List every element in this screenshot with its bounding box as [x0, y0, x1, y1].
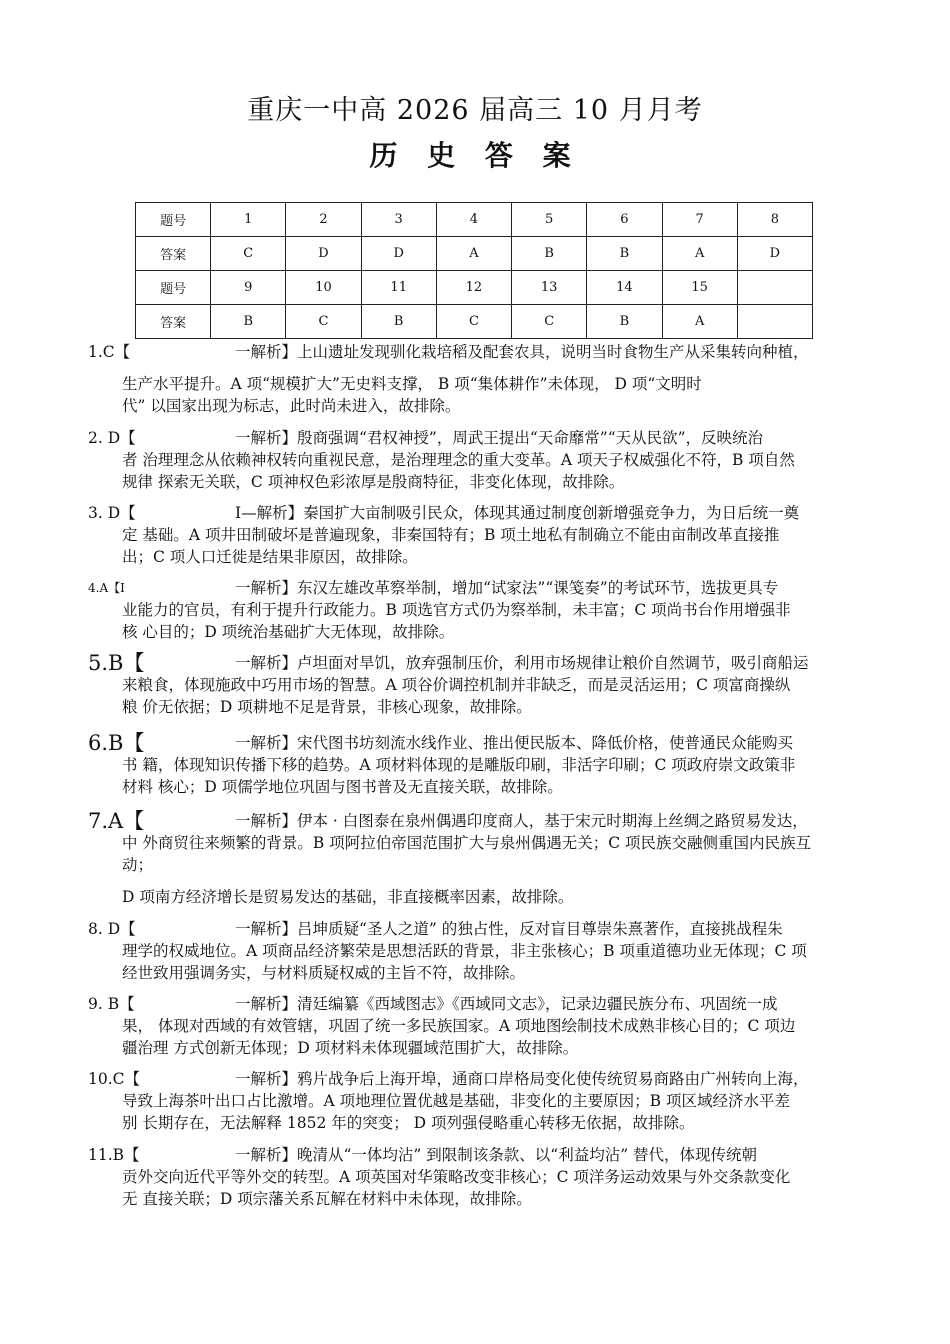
table-row [136, 203, 813, 237]
explanation-line: 核 心目的；D 项统治基础扩大无体现，故排除。 [122, 623, 455, 641]
explanation-line: 一解析】上山遗址发现驯化栽培稻及配套农具，说明当时食物生产从采集转向种植， [235, 343, 809, 361]
question-label: 9. B【 [88, 995, 135, 1013]
table-row [136, 271, 813, 305]
table-cell: 13 [512, 271, 587, 305]
explanation-line: 中 外商贸往来频繁的背景。B 项阿拉伯帝国范围扩大与泉州偶遇无关；C 项民族交融侧重国内民族互 [122, 834, 812, 852]
table-row [136, 237, 813, 271]
question-label: 11.B【 [88, 1146, 140, 1164]
explanation-line: 果， 体现对西域的有效管辖，巩固了统一多民族国家。A 项地图绘制技术成熟非核心目的；C 项边 [122, 1017, 796, 1035]
table-cell: 4 [436, 203, 511, 237]
explanation-line: 规律 探索无关联，C 项神权色彩浓厚是殷商特征，非变化体现，故排除。 [122, 473, 625, 491]
explanation-line: 一解析】殷商强调“君权神授”，周武王提出“天命靡常”“天从民欲”，反映统治 [235, 429, 764, 447]
table-cell: C [286, 305, 361, 339]
question-label: 3. D【 [88, 504, 136, 522]
table-cell: D [737, 237, 812, 271]
answer-table [135, 202, 813, 339]
explanation-line: 定 基础。A 项井田制破坏是普遍现象，非秦国特有；B 项土地私有制确立不能由亩制改革直接推 [122, 526, 780, 544]
table-cell: 6 [587, 203, 662, 237]
explanation-line: 一解析】清廷编纂《西域图志》《西域同文志》，记录边疆民族分布、巩固统一成 [235, 995, 778, 1013]
explanation-line: 一解析】宋代图书坊刻流水线作业、推出便民版本、降低价格，使普通民众能购买 [235, 734, 794, 752]
explanation-line: 代” 以国家出现为标志，此时尚未进入，故排除。 [122, 397, 461, 415]
question-label: 1.C【 [88, 343, 131, 361]
answer-explanation [88, 918, 858, 984]
explanation-line: 一解析】伊本 · 白图泰在泉州偶遇印度商人，基于宋元时期海上丝绸之路贸易发达， [235, 812, 808, 830]
table-row-header: 答案 [136, 237, 211, 271]
table-cell: D [361, 237, 436, 271]
explanation-line: 一解析】晚清从“一体均沾” 到限制该条款、以“利益均沾” 替代，体现传统朝 [235, 1146, 758, 1164]
table-cell: D [286, 237, 361, 271]
answer-explanation [88, 732, 858, 798]
table-cell: 12 [436, 271, 511, 305]
question-label: 4.A【I [88, 581, 125, 595]
table-cell: 7 [662, 203, 737, 237]
document-subtitle: 历 史 答 案 [369, 139, 581, 172]
table-cell: 14 [587, 271, 662, 305]
table-cell: 11 [361, 271, 436, 305]
question-label: 8. D【 [88, 920, 136, 938]
answer-explanation [88, 652, 858, 718]
question-label: 6.B【 [88, 731, 145, 755]
table-row-header: 题号 [136, 271, 211, 305]
table-cell: C [211, 237, 286, 271]
table-cell: A [662, 237, 737, 271]
table-cell: A [436, 237, 511, 271]
answer-explanation [88, 1144, 858, 1210]
answer-explanation [88, 341, 858, 417]
table-cell: A [662, 305, 737, 339]
explanation-line: 贡外交向近代平等外交的转型。A 项英国对华策略改变非核心；C 项洋务运动效果与外交条款变化 [122, 1168, 791, 1186]
explanation-line: 业能力的官员，有利于提升行政能力。B 项选官方式仍为察举制，未丰富；C 项尚书台作用增强非 [122, 601, 791, 619]
question-label: 7.A【 [88, 809, 145, 833]
table-cell: 3 [361, 203, 436, 237]
explanation-line: I—解析】秦国扩大亩制吸引民众，体现其通过制度创新增强竞争力，为日后统一奠 [235, 504, 800, 522]
table-cell: B [587, 237, 662, 271]
table-cell: C [512, 305, 587, 339]
explanation-line: 书 籍，体现知识传播下移的趋势。A 项材料体现的是雕版印刷，非活字印刷；C 项政府崇文政策非 [122, 756, 796, 774]
explanation-line: 生产水平提升。A 项“规模扩大”无史料支撑， B 项“集体耕作”未体现， D 项“文明时 [122, 375, 702, 393]
explanation-line: 一解析】卢坦面对旱饥，放弃强制压价，利用市场规律让粮价自然调节，吸引商船运 [235, 654, 809, 672]
table-cell [737, 271, 812, 305]
table-cell: 9 [211, 271, 286, 305]
explanation-line: 导致上海茶叶出口占比激增。A 项地理位置优越是基础，非变化的主要原因；B 项区域经济水平差 [122, 1092, 790, 1110]
explanation-line: 来粮食，体现施政中巧用市场的智慧。A 项谷价调控机制并非缺乏，而是灵活运用；C 项富商操纵 [122, 676, 791, 694]
explanation-line: 粮 价无依据；D 项耕地不足是背景，非核心现象，故排除。 [122, 698, 532, 716]
answer-explanation [88, 1068, 858, 1134]
table-cell: 15 [662, 271, 737, 305]
explanation-line: 一解析】东汉左雄改革察举制，增加“试家法”“课笺奏”的考试环节，选拔更具专 [235, 579, 779, 597]
table-row [136, 305, 813, 339]
explanation-line: 理学的权威地位。A 项商品经济繁荣是思想活跃的背景，非主张核心；B 项重道德功业无体现；C 项 [122, 942, 807, 960]
document-title: 重庆一中高 2026 届高三 10 月月考 [247, 95, 703, 126]
explanation-line: 一解析】吕坤质疑“圣人之道” 的独占性，反对盲目尊崇朱熹著作，直接挑战程朱 [235, 920, 783, 938]
table-row-header: 题号 [136, 203, 211, 237]
explanation-line: 动； [122, 856, 154, 874]
table-cell: 1 [211, 203, 286, 237]
answer-explanation [88, 577, 858, 643]
explanation-line: 无 直接关联；D 项宗藩关系瓦解在材料中未体现，故排除。 [122, 1190, 532, 1208]
answer-explanation [88, 427, 858, 493]
question-label: 5.B【 [88, 651, 145, 675]
explanation-line: 材料 核心；D 项儒学地位巩固与图书普及无直接关联，故排除。 [122, 778, 563, 796]
table-cell: B [361, 305, 436, 339]
explanation-line: 出；C 项人口迁徙是结果非原因，故排除。 [122, 548, 418, 566]
explanation-line: 疆治理 方式创新无体现；D 项材料未体现疆域范围扩大，故排除。 [122, 1039, 579, 1057]
answer-explanation [88, 993, 858, 1059]
table-cell [737, 305, 812, 339]
table-cell: 2 [286, 203, 361, 237]
table-cell: 5 [512, 203, 587, 237]
explanation-line: D 项南方经济增长是贸易发达的基础，非直接概率因素，故排除。 [122, 888, 574, 906]
table-cell: B [587, 305, 662, 339]
explanation-line: 一解析】鸦片战争后上海开埠，通商口岸格局变化使传统贸易商路由广州转向上海， [235, 1070, 809, 1088]
explanation-line: 者 治理理念从依赖神权转向重视民意，是治理理念的重大变革。A 项天子权威强化不符，B 项自然 [122, 451, 795, 469]
explanation-line: 经世致用强调务实，与材料质疑权威的主旨不符，故排除。 [122, 964, 526, 982]
answer-explanation [88, 810, 858, 908]
question-label: 2. D【 [88, 429, 136, 447]
table-cell: 8 [737, 203, 812, 237]
explanation-line: 别 长期存在，无法解释 1852 年的突变； D 项列强侵略重心转移无依据，故排除。 [122, 1114, 695, 1132]
table-cell: 10 [286, 271, 361, 305]
table-cell: C [436, 305, 511, 339]
question-label: 10.C【 [88, 1070, 141, 1088]
table-row-header: 答案 [136, 305, 211, 339]
table-cell: B [211, 305, 286, 339]
table-cell: B [512, 237, 587, 271]
answer-explanation [88, 502, 858, 568]
